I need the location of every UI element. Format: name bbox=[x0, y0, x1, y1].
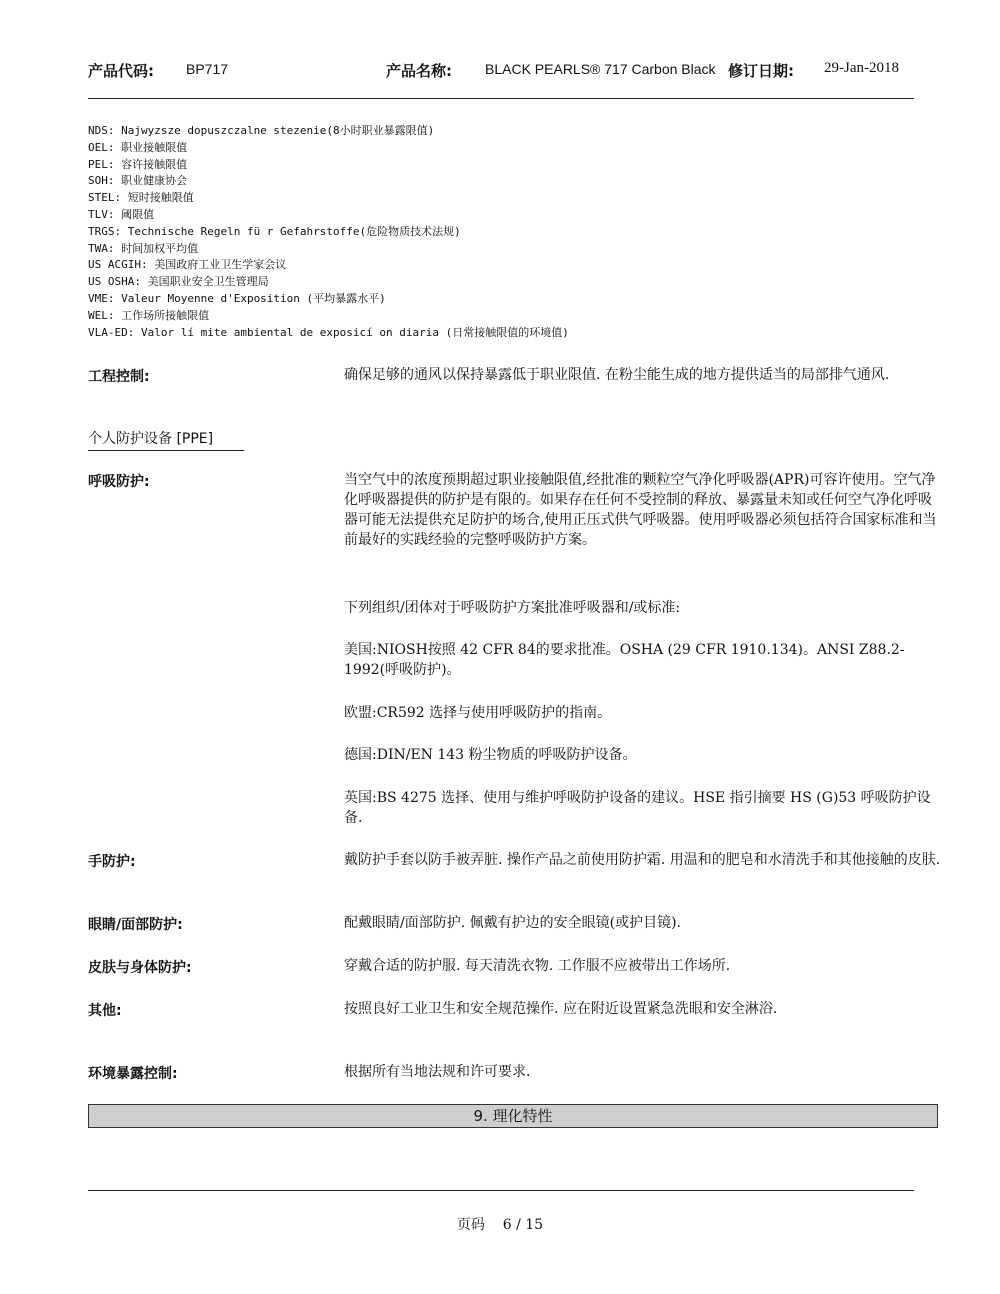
respiratory-protection-text-2: 下列组织/团体对于呼吸防护方案批准呼吸器和/或标准: bbox=[344, 600, 681, 616]
page-number-label: 页码 bbox=[456, 1217, 485, 1233]
abbreviation-item: US OSHA: 美国职业安全卫生管理局 bbox=[88, 275, 269, 289]
hand-protection-label: 手防护: bbox=[88, 854, 136, 870]
abbreviation-item: US ACGIH: 美国政府工业卫生学家会议 bbox=[88, 258, 287, 272]
section-9-heading: 9. 理化特性 bbox=[473, 1107, 553, 1125]
respiratory-protection-eu: 欧盟:CR592 选择与使用呼吸防护的指南。 bbox=[344, 705, 612, 721]
abbreviation-item: TWA: 时间加权平均值 bbox=[88, 241, 199, 255]
product-name-value: BLACK PEARLS® 717 Carbon Black bbox=[485, 61, 716, 77]
abbreviation-item: TLV: 阈限值 bbox=[88, 207, 155, 221]
skin-protection-label: 皮肤与身体防护: bbox=[88, 960, 192, 976]
header-divider bbox=[88, 98, 914, 99]
engineering-controls-text: 确保足够的通风以保持暴露低于职业限值. 在粉尘能生成的地方提供适当的局部排气通风. bbox=[344, 367, 890, 383]
skin-protection-text: 穿戴合适的防护服. 每天清洗衣物. 工作服不应被带出工作场所. bbox=[344, 958, 731, 974]
respiratory-protection-label: 呼吸防护: bbox=[88, 474, 150, 490]
abbreviation-item: VLA-ED: Valor lí mite ambiental de exposicí on diaria (日常接触限值的环境值) bbox=[88, 325, 569, 339]
abbreviation-item: TRGS: Technische Regeln fü r Gefahrstoffe(危险物质技术法规) bbox=[88, 224, 461, 238]
abbreviation-item: OEL: 职业接触限值 bbox=[88, 140, 188, 154]
page-footer bbox=[0, 1214, 1000, 1234]
abbreviation-item: PEL: 容许接触限值 bbox=[88, 157, 188, 171]
abbreviation-item: VME: Valeur Moyenne d'Exposition (平均暴露水平) bbox=[88, 291, 386, 305]
revision-date-label: 修订日期: bbox=[728, 62, 794, 80]
other-label: 其他: bbox=[88, 1003, 122, 1019]
page-header bbox=[88, 60, 914, 86]
section-9-heading-bar bbox=[88, 1104, 938, 1128]
environmental-controls-text: 根据所有当地法规和许可要求. bbox=[344, 1064, 531, 1080]
engineering-controls-label: 工程控制: bbox=[88, 369, 150, 385]
abbreviation-item: STEL: 短时接触限值 bbox=[88, 191, 194, 205]
respiratory-protection-us: 美国:NIOSH按照 42 CFR 84的要求批准。OSHA (29 CFR 1910.134)。ANSI Z88.2-1992(呼吸防护)。 bbox=[344, 642, 905, 678]
product-name-label: 产品名称: bbox=[386, 62, 452, 80]
hand-protection-text: 戴防护手套以防手被弄脏. 操作产品之前使用防护霜. 用温和的肥皂和水清洗手和其他接触的皮肤. bbox=[344, 852, 941, 868]
ppe-heading: 个人防护设备 [PPE] bbox=[88, 428, 244, 451]
revision-date-value: 29-Jan-2018 bbox=[824, 60, 899, 76]
respiratory-protection-text-1: 当空气中的浓度预期超过职业接触限值,经批准的颗粒空气净化呼吸器(APR)可容许使用。空气净化呼吸器提供的防护是有限的。如果存在任何不受控制的释放、暴露量未知或任何空气净化呼吸器可能无法提供充足防护的场合,使用正压式供气呼吸器。使用呼吸器必须包括符合国家标准和当前最好的实践经验的完整呼吸防护方案。 bbox=[344, 472, 937, 548]
product-code-label: 产品代码: bbox=[88, 62, 154, 80]
page-number-value: 6 / 15 bbox=[502, 1217, 544, 1233]
abbreviation-item: NDS: Najwyzsze dopuszczalne stezenie(8小时职业暴露限值) bbox=[88, 124, 435, 137]
abbreviation-list bbox=[88, 123, 888, 341]
abbreviation-item: WEL: 工作场所接触限值 bbox=[88, 308, 210, 322]
eye-protection-label: 眼睛/面部防护: bbox=[88, 917, 183, 933]
footer-divider bbox=[88, 1190, 914, 1191]
other-text: 按照良好工业卫生和安全规范操作. 应在附近设置紧急洗眼和安全淋浴. bbox=[344, 1001, 778, 1017]
respiratory-protection-uk: 英国:BS 4275 选择、使用与维护呼吸防护设备的建议。HSE 指引摘要 HS (G)53 呼吸防护设备. bbox=[344, 790, 931, 826]
eye-protection-text: 配戴眼睛/面部防护. 佩戴有护边的安全眼镜(或护目镜). bbox=[344, 915, 681, 931]
environmental-controls-label: 环境暴露控制: bbox=[88, 1066, 178, 1082]
respiratory-protection-de: 德国:DIN/EN 143 粉尘物质的呼吸防护设备。 bbox=[344, 747, 637, 763]
abbreviation-item: SOH: 职业健康协会 bbox=[88, 174, 188, 188]
product-code-value: BP717 bbox=[186, 61, 229, 77]
